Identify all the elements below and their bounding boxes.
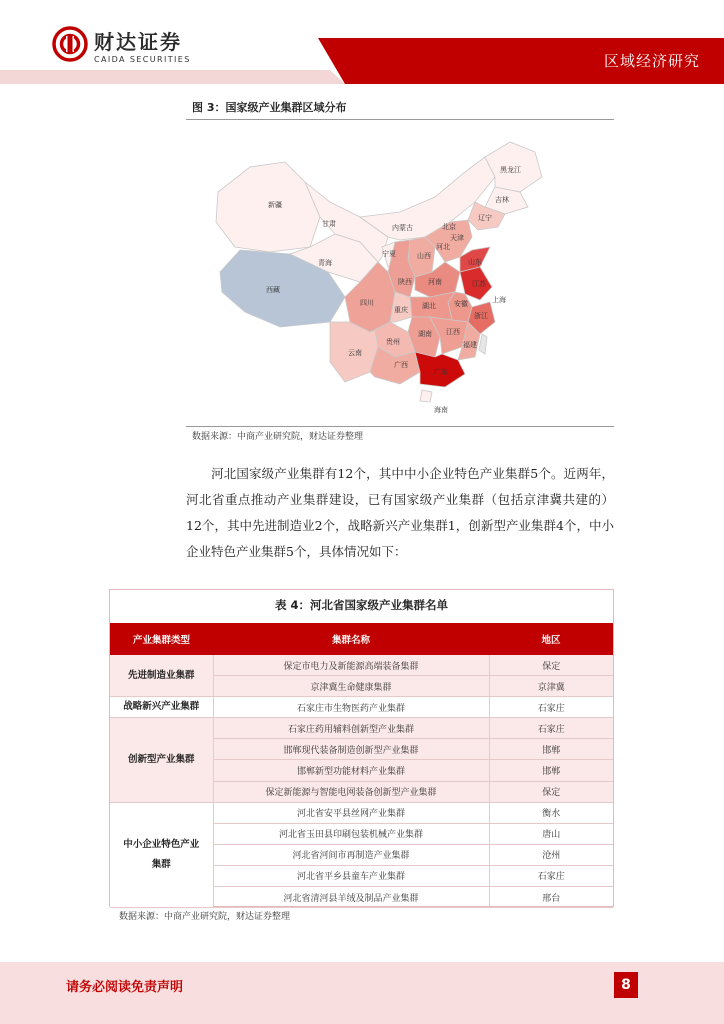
table-row [110,718,613,739]
map-label-shanxi: 山西 [417,252,431,260]
report-type-label: 区域经济研究 [603,52,700,70]
region-cell: 衡水 [489,802,613,823]
region-cell: 保定 [489,781,613,802]
region-cell: 石家庄 [489,718,613,739]
map-label-sichuan: 四川 [360,299,374,307]
cluster-name-cell: 保定新能源与智能电网装备创新型产业集群 [213,781,489,802]
figure-top-rule [186,119,614,120]
map-label-guangxi: 广西 [394,361,408,369]
paragraph-text: 河北国家级产业集群有12个，其中中小企业特色产业集群5个。近两年，河北省重点推动产业集群建设，已有国家级产业集群（包括京津冀共建的）12个，其中先进制造业2个，战略新兴产业集群1，创新型产业集群4个，中小企业特色产业集群5个，具体情况如下： [186,466,614,559]
map-label-xinjiang: 新疆 [268,201,282,209]
cluster-name-cell: 京津冀生命健康集群 [213,676,489,697]
header-cluster-name: 集群名称 [213,623,489,655]
page-header [0,0,724,90]
map-label-hainan: 海南 [434,406,448,414]
map-label-heilongjiang: 黑龙江 [500,166,521,174]
table-header-row [110,623,613,655]
map-label-guizhou: 贵州 [386,338,400,346]
map-label-jiangsu: 江苏 [472,280,486,288]
cluster-name-cell: 石家庄市生物医药产业集群 [213,697,489,718]
map-label-qinghai: 青海 [318,259,332,267]
map-label-yunnan: 云南 [348,349,362,357]
disclaimer-link[interactable]: 请务必阅读免责声明 [66,980,184,995]
region-cell: 邢台 [489,887,613,908]
cluster-name-cell: 河北省安平县丝网产业集群 [213,802,489,823]
map-label-henan: 河南 [428,278,442,286]
region-cell: 石家庄 [489,865,613,886]
region-cell: 邯郸 [489,760,613,781]
map-label-hunan: 湖南 [418,330,432,338]
map-label-shandong: 山东 [468,258,482,266]
region-cell: 沧州 [489,844,613,865]
map-label-neimenggu: 内蒙古 [392,224,413,232]
map-label-jilin: 吉林 [495,196,509,204]
cluster-table-panel [109,589,614,907]
body-paragraph [186,461,614,565]
figure-bottom-rule [186,426,614,427]
map-label-hebei: 河北 [436,243,450,251]
map-label-hubei: 湖北 [422,302,436,310]
header-region: 地区 [489,623,613,655]
cluster-type-cell: 创新型产业集群 [110,718,213,802]
region-cell: 唐山 [489,823,613,844]
cluster-name-cell: 邯郸现代装备制造创新型产业集群 [213,739,489,760]
map-label-shanghai: 上海 [492,296,506,304]
map-label-jiangxi: 江西 [446,328,460,336]
map-label-chongqing: 重庆 [394,306,408,314]
region-neimenggu [360,157,495,240]
map-label-gansu: 甘肃 [322,220,336,228]
map-label-beijing: 北京 [442,223,456,231]
region-cell: 邯郸 [489,739,613,760]
cluster-name-cell: 河北省河间市再制造产业集群 [213,844,489,865]
cluster-type-cell: 先进制造业集群 [110,655,213,697]
figure-source-note: 数据来源：中商产业研究院，财达证券整理 [192,432,364,442]
map-label-guangdong: 广东 [434,368,448,376]
table-source-note: 数据来源：中商产业研究院，财达证券整理 [119,912,291,922]
region-hainan [420,390,432,402]
header-cluster-type: 产业集群类型 [110,623,213,655]
china-cluster-map [210,122,550,422]
cluster-type-cell: 战略新兴产业集群 [110,697,213,718]
region-cell: 保定 [489,655,613,676]
map-label-liaoning: 辽宁 [478,214,492,222]
table-row [110,655,613,676]
page-footer [0,962,724,1024]
region-taiwan [479,334,487,354]
logo-chinese-name: 财达证券 [94,30,182,54]
cluster-name-cell: 保定市电力及新能源高端装备集群 [213,655,489,676]
logo-emblem-icon [52,26,88,62]
figure-title: 图 3：国家级产业集群区域分布 [192,101,347,114]
map-label-zhejiang: 浙江 [474,312,488,320]
map-label-tianjin: 天津 [450,234,464,242]
map-label-xizang: 西藏 [266,286,280,294]
cluster-type-cell: 中小企业特色产业集群 [110,802,213,907]
company-logo [52,24,202,72]
cluster-name-cell: 河北省平乡县童车产业集群 [213,865,489,886]
table-title: 表 4：河北省国家级产业集群名单 [274,598,448,612]
logo-english-name: CAIDA SECURITIES [94,55,191,64]
cluster-name-cell: 河北省玉田县印刷包装机械产业集群 [213,823,489,844]
table-row [110,697,613,718]
map-label-anhui: 安徽 [454,300,468,308]
map-label-fujian: 福建 [463,341,477,349]
cluster-name-cell: 邯郸新型功能材料产业集群 [213,760,489,781]
page-number: 8 [614,972,638,998]
map-label-shaanxi: 陕西 [398,278,412,286]
region-cell: 石家庄 [489,697,613,718]
cluster-name-cell: 石家庄药用辅料创新型产业集群 [213,718,489,739]
table-row [110,802,613,823]
cluster-name-cell: 河北省清河县羊绒及制品产业集群 [213,887,489,908]
cluster-table [110,623,613,908]
region-cell: 京津冀 [489,676,613,697]
map-label-ningxia: 宁夏 [382,250,396,258]
